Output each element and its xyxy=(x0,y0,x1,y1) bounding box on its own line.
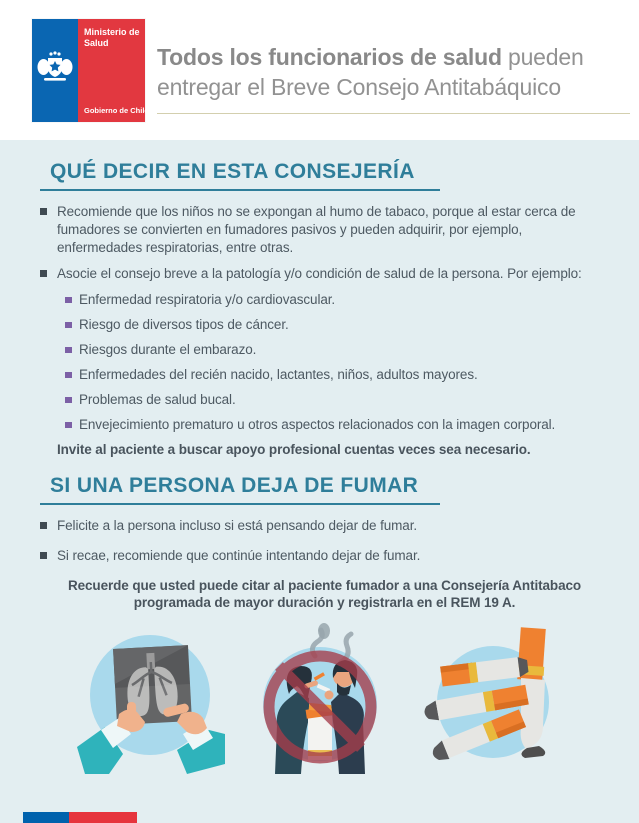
title-line-1 xyxy=(157,42,631,72)
title-line-2: entregar el Breve Consejo Antitabáquico xyxy=(157,74,561,100)
logo-blue-panel xyxy=(32,19,78,122)
section-deja-de-fumar xyxy=(40,474,609,611)
section-que-decir xyxy=(40,160,609,459)
list-item-text: Asocie el consejo breve a la patología y/o condición de salud de la persona. Por ejemplo: xyxy=(57,266,582,281)
bullet-square-icon xyxy=(65,347,72,354)
title-regular-part: pueden xyxy=(501,44,584,70)
bullet-square-icon xyxy=(40,270,47,277)
section-1-note: Invite al paciente a buscar apoyo profesional cuentas veces sea necesario. xyxy=(57,442,531,457)
note-line-2: programada de mayor duración y registrarla en el REM 19 A. xyxy=(133,595,516,610)
list-item xyxy=(65,416,609,434)
list-item xyxy=(65,316,609,334)
list-item-text: Si recae, recomiende que continúe intentando dejar de fumar. xyxy=(57,548,421,563)
section-2-heading: SI UNA PERSONA DEJA DE FUMAR xyxy=(50,474,419,497)
section-1-heading: QUÉ DECIR EN ESTA CONSEJERÍA xyxy=(50,160,415,183)
no-smoking-couple-icon xyxy=(245,622,395,774)
logo-red-panel xyxy=(78,19,149,122)
ministry-logo xyxy=(32,19,149,122)
page-title xyxy=(157,42,631,102)
section-2-note xyxy=(40,577,609,611)
list-item-text: Recomiende que los niños no se expongan al humo de tabaco, porque al estar cerca de fumadores se convierten en fumadores pasivos y pueden adquirir, por ejemplo, enfermedades respiratorias, entre otras. xyxy=(57,204,576,255)
list-item-text: Felicite a la persona incluso si está pensando dejar de fumar. xyxy=(57,518,418,533)
bullet-square-icon xyxy=(40,552,47,559)
list-item-text: Enfermedad respiratoria y/o cardiovascular. xyxy=(79,292,336,307)
list-item xyxy=(40,203,585,257)
list-item xyxy=(40,265,585,283)
list-item xyxy=(65,291,609,309)
bullet-square-icon xyxy=(40,208,47,215)
list-item-text: Riesgo de diversos tipos de cáncer. xyxy=(79,317,289,332)
list-item xyxy=(40,517,585,535)
header xyxy=(0,0,639,140)
logo-government-text: Gobierno de Chile xyxy=(84,106,149,115)
section-2-bullet-list xyxy=(40,517,609,565)
chile-coat-of-arms-icon xyxy=(36,49,74,85)
section-1-sub-list xyxy=(65,291,609,434)
section-1-bullet-list xyxy=(40,203,609,283)
bullet-square-icon xyxy=(65,372,72,379)
bullet-square-icon xyxy=(40,522,47,529)
chile-flag-strip xyxy=(23,812,137,823)
bullet-square-icon xyxy=(65,397,72,404)
section-1-divider xyxy=(40,189,440,191)
lung-xray-icon xyxy=(75,622,225,774)
section-2-divider xyxy=(40,503,440,505)
flag-strip-blue xyxy=(23,812,69,823)
illustration-row xyxy=(0,622,639,774)
list-item-text: Enfermedades del recién nacido, lactantes, niños, adultos mayores. xyxy=(79,367,478,382)
list-item xyxy=(40,547,585,565)
cigarette-butts-icon xyxy=(415,622,565,774)
note-line-1: Recuerde que usted puede citar al paciente fumador a una Consejería Antitabaco xyxy=(67,578,582,593)
title-block xyxy=(157,42,631,114)
list-item xyxy=(65,391,609,409)
list-item-text: Envejecimiento prematuro u otros aspectos relacionados con la imagen corporal. xyxy=(79,417,556,432)
title-divider xyxy=(157,113,630,114)
list-item-text: Riesgos durante el embarazo. xyxy=(79,342,257,357)
bullet-square-icon xyxy=(65,297,72,304)
list-item xyxy=(65,366,609,384)
flag-strip-red xyxy=(69,812,137,823)
logo-ministry-text: Ministerio de Salud xyxy=(84,27,140,48)
content-panel xyxy=(0,140,639,823)
bullet-square-icon xyxy=(65,422,72,429)
list-item-text: Problemas de salud bucal. xyxy=(79,392,236,407)
list-item xyxy=(65,341,609,359)
bullet-square-icon xyxy=(65,322,72,329)
title-bold-part: Todos los funcionarios de salud xyxy=(157,44,502,70)
